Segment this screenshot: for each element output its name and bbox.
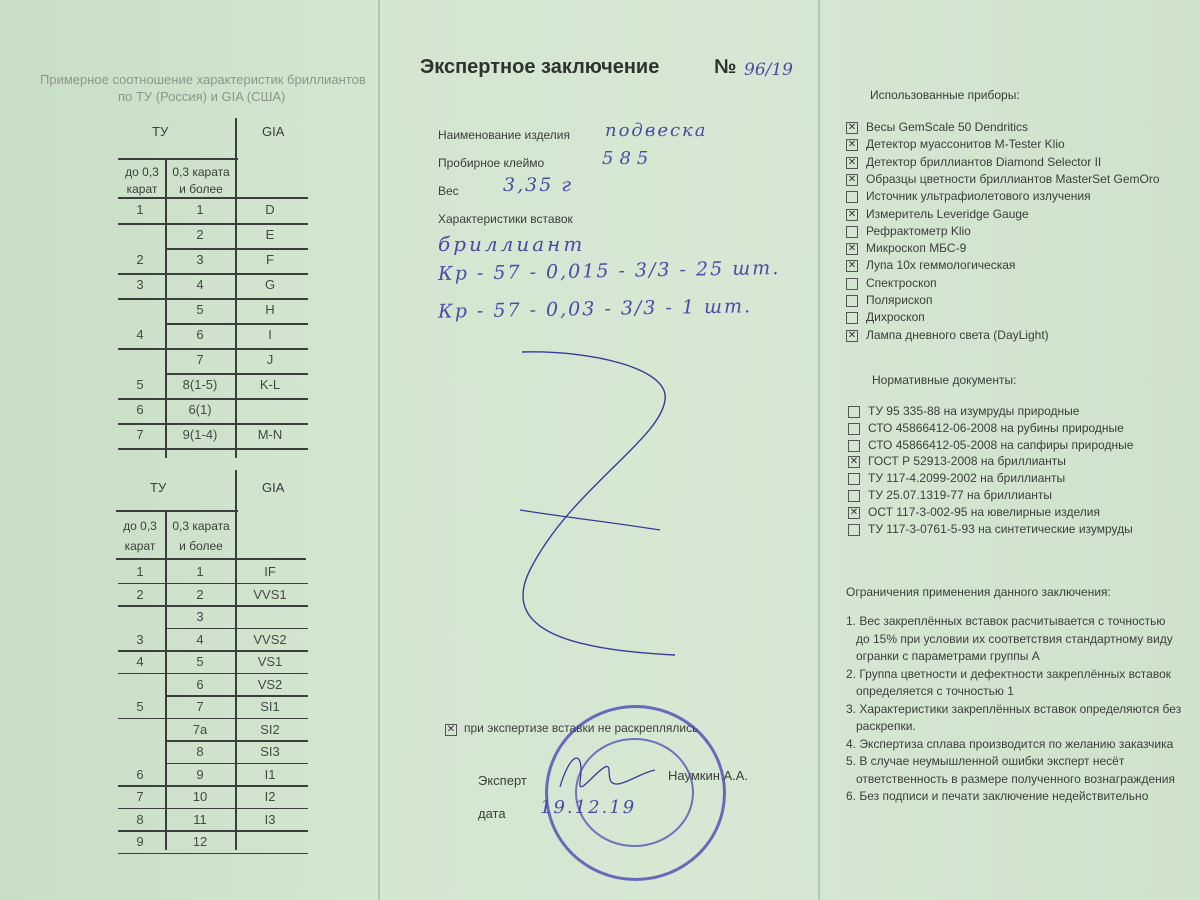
table1-row-9-tu-large: 9(1-4) (182, 427, 218, 442)
inserts-line-3: Кр - 57 - 0,03 - 3/3 - 1 шт. (437, 295, 753, 323)
table1-row-9-rule (118, 448, 308, 450)
rule (118, 197, 308, 199)
weight-value: 3,35 г (503, 174, 573, 196)
rule (116, 558, 306, 560)
table2-row-1-rule (118, 605, 308, 607)
table2-head-tu: ТУ (150, 480, 167, 495)
rule (118, 158, 238, 160)
table2-row-12-rule (118, 853, 308, 855)
norm-label-0: ТУ 95 335-88 на изумруды природные (868, 404, 1080, 418)
table1-divider (235, 118, 237, 458)
table1-row-0-rule (118, 223, 308, 225)
table1-row-2-gia: F (266, 252, 274, 267)
inserts-line-2: Кр - 57 - 0,015 - 3/3 - 25 шт. (437, 257, 781, 285)
date-value: 19.12.19 (540, 797, 637, 818)
table2-row-6-rule (118, 718, 308, 720)
table1-row-2-rule (118, 273, 308, 275)
table1-row-0-tu-large: 1 (196, 202, 204, 217)
hallmark-label: Пробирное клеймо (438, 156, 545, 170)
instrument-checkbox-9[interactable] (846, 278, 858, 290)
instrument-label-7: Микроскоп МБС-9 (866, 241, 967, 256)
instrument-label-8: Лупа 10х геммологическая (866, 258, 1016, 273)
table1-row-6-rule (165, 373, 308, 375)
table2-row-11-gia: I3 (264, 811, 276, 827)
norm-label-6: ОСТ 117-3-002-95 на ювелирные изделия (868, 504, 1100, 519)
norm-checkbox-1[interactable] (848, 423, 860, 435)
inserts-line-1: бриллиант (438, 232, 586, 256)
table1-row-9-gia: M-N (257, 427, 283, 442)
item-label: Наименование изделия (438, 128, 570, 142)
table2-row-7-gia: SI2 (260, 721, 280, 737)
norm-label-1: СТО 45866412-06-2008 на рубины природные (868, 420, 1124, 435)
norm-checkbox-3[interactable]: ✕ (849, 456, 859, 468)
table1-row-1-tu-large: 2 (196, 227, 204, 242)
not-removed-checkbox[interactable]: ✕ (446, 724, 456, 735)
limit-line-7: 4. Экспертиза сплава производится по желанию заказчика (846, 736, 1174, 751)
limit-line-8: 5. В случае неумышленной ошибки эксперт несёт (846, 754, 1125, 768)
table1-row-2-tu-small: 2 (136, 252, 144, 267)
limit-line-6: раскрепки. (856, 719, 916, 733)
table1-row-2-tu-large: 3 (196, 252, 204, 267)
instrument-checkbox-12[interactable]: ✕ (847, 329, 857, 341)
table2-row-8-rule (165, 763, 308, 765)
table1-row-8-tu-small: 6 (136, 402, 144, 417)
rule (116, 510, 238, 512)
table2-row-11-tu-large: 11 (193, 811, 207, 827)
item-value: подвеска (605, 120, 708, 141)
expert-name: Наумкин А.А. (668, 768, 749, 783)
table1-divider-inner (165, 158, 167, 458)
table2-head-gia: GIA (262, 480, 285, 495)
expert-label: Эксперт (478, 773, 527, 788)
table2-row-10-tu-small: 7 (136, 789, 144, 804)
instrument-label-6: Рефрактометр Klio (866, 223, 971, 238)
right-panel (820, 0, 1200, 900)
table2-row-1-gia: VVS1 (253, 586, 287, 602)
table2-row-4-gia: VS1 (257, 654, 283, 669)
table2-row-10-rule (118, 808, 308, 810)
norm-label-2: СТО 45866412-05-2008 на сапфиры природные (868, 437, 1134, 452)
instruments-title: Использованные приборы: (870, 88, 1020, 102)
table2-row-9-tu-large: 9 (196, 766, 204, 782)
table1-row-8-rule (118, 423, 308, 425)
table2-row-1-tu-large: 2 (196, 586, 204, 602)
table2-row-5-tu-large: 6 (196, 676, 204, 692)
norm-checkbox-4[interactable] (848, 473, 860, 485)
seal-stamp-inner (575, 738, 694, 847)
table1-row-0-tu-small: 1 (136, 202, 144, 217)
table1-row-6-gia: J (266, 352, 274, 367)
table1-row-5-rule (118, 348, 308, 350)
instrument-label-5: Измеритель Leveridge Gauge (866, 206, 1029, 221)
not-removed-label: при экспертизе вставки не раскреплялись (464, 721, 699, 735)
instrument-checkbox-5[interactable]: ✕ (847, 208, 857, 220)
left-title-line1: Примерное соотношение характеристик бриллиантов (40, 72, 366, 87)
table2-row-4-tu-small: 4 (136, 654, 144, 669)
instrument-checkbox-6[interactable] (846, 226, 858, 238)
limit-line-9: ответственность в размере полученного вознаграждения (856, 771, 1175, 786)
table2-row-5-gia: VS2 (257, 676, 283, 692)
instrument-label-4: Источник ультрафиолетового излучения (866, 189, 1091, 204)
table2-row-0-gia: IF (264, 564, 276, 579)
instrument-label-10: Полярископ (866, 293, 933, 307)
z-strike-mark (510, 340, 690, 670)
table2-row-10-tu-large: 10 (192, 789, 208, 804)
limit-line-5: 3. Характеристики закреплённых вставок определяются без (846, 701, 1182, 716)
table1-sub1: до 0,3 карат (125, 165, 159, 196)
hallmark-value: 585 (602, 148, 655, 169)
table2-row-2-tu-large: 3 (196, 609, 204, 624)
table1-row-7-rule (118, 398, 308, 400)
table1-head-tu: ТУ (152, 124, 169, 139)
table2-row-5-rule (165, 695, 308, 697)
certificate-title: Экспертное заключение (420, 56, 660, 78)
table2-row-9-tu-small: 6 (136, 766, 144, 782)
table1-row-3-tu-small: 3 (136, 277, 144, 292)
table2-row-6-tu-small: 5 (136, 699, 144, 714)
table1-row-3-tu-large: 4 (196, 277, 204, 292)
table1-row-0-gia: D (265, 202, 275, 217)
norm-checkbox-6[interactable]: ✕ (849, 506, 859, 518)
table1-row-5-tu-small: 4 (136, 327, 144, 342)
instrument-checkbox-0[interactable]: ✕ (847, 122, 857, 133)
table1-sub2: 0,3 карата и более (172, 165, 230, 196)
table1-row-1-gia: E (265, 227, 275, 242)
certificate-number: 96/19 (744, 60, 793, 80)
table2-row-2-rule (165, 628, 308, 630)
norm-label-3: ГОСТ Р 52913-2008 на бриллианты (868, 454, 1066, 469)
table1-row-1-rule (165, 248, 308, 250)
limit-line-10: 6. Без подписи и печати заключение недействительно (846, 789, 1149, 803)
table2-row-11-tu-small: 8 (136, 811, 144, 827)
norm-checkbox-5[interactable] (848, 490, 860, 502)
date-label: дата (478, 806, 506, 821)
instrument-label-12: Лампа дневного света (DayLight) (866, 327, 1049, 342)
table2-row-3-tu-large: 4 (196, 631, 204, 647)
instrument-label-2: Детектор бриллиантов Diamond Selector II (866, 154, 1102, 169)
limit-line-2: огранки с параметрами группы А (856, 649, 1040, 663)
table2-sub1: до 0,3 карат (123, 519, 157, 553)
instrument-checkbox-11[interactable] (846, 312, 858, 324)
left-title-line2: по ТУ (Россия) и GIA (США) (118, 89, 286, 104)
instrument-checkbox-7[interactable]: ✕ (847, 243, 857, 255)
limit-line-4: определяется с точностью 1 (856, 684, 1014, 698)
table2-row-7-rule (165, 740, 308, 742)
table2-row-4-rule (118, 673, 308, 675)
table1-row-5-tu-large: 6 (196, 327, 204, 342)
norm-checkbox-0[interactable] (848, 406, 860, 418)
instrument-label-0: Весы GemScale 50 Dendritics (866, 120, 1029, 134)
table2-row-7-tu-large: 7a (192, 721, 208, 737)
limit-line-1: до 15% при условии их соответствия стандартному виду (856, 631, 1173, 646)
table2-row-8-tu-large: 8 (196, 744, 204, 759)
instrument-checkbox-3[interactable]: ✕ (847, 173, 857, 185)
table1-row-3-rule (118, 298, 308, 300)
table2-divider (235, 470, 237, 850)
table2-row-3-gia: VVS2 (253, 631, 287, 647)
norm-label-5: ТУ 25.07.1319-77 на бриллианты (868, 488, 1053, 502)
instrument-label-9: Спектроскоп (866, 275, 937, 290)
table2-row-1-tu-small: 2 (136, 586, 144, 602)
table2-row-0-rule (118, 583, 308, 585)
table2-row-0-tu-small: 1 (136, 564, 144, 579)
instrument-checkbox-4[interactable] (846, 191, 858, 203)
table1-row-7-gia: K-L (259, 377, 281, 392)
table1-row-4-tu-large: 5 (196, 302, 204, 317)
norm-checkbox-7[interactable] (848, 524, 860, 536)
table1-row-7-tu-small: 5 (136, 377, 144, 392)
table1-row-8-tu-large: 6(1) (188, 402, 212, 417)
table1-row-5-gia: I (268, 327, 272, 342)
table1-row-3-gia: G (264, 277, 276, 292)
table2-row-9-gia: I1 (264, 766, 276, 782)
table2-row-4-tu-large: 5 (196, 654, 204, 669)
table2-row-10-gia: I2 (264, 789, 276, 804)
limit-line-3: 2. Группа цветности и дефектности закреплённых вставок (846, 666, 1172, 681)
table2-row-12-tu-large: 12 (192, 834, 208, 849)
norms-title: Нормативные документы: (872, 373, 1017, 387)
table2-sub2: 0,3 карата и более (172, 519, 230, 553)
table1-row-7-tu-large: 8(1-5) (182, 377, 218, 392)
limits-title: Ограничения применения данного заключения: (846, 585, 1111, 599)
left-panel (0, 0, 378, 900)
table2-divider-inner (165, 510, 167, 850)
table1-row-9-tu-small: 7 (136, 427, 144, 442)
norm-label-4: ТУ 117-4.2099-2002 на бриллианты (868, 471, 1066, 486)
table2-row-6-gia: SI1 (260, 699, 280, 714)
number-prefix: № (714, 56, 737, 78)
instrument-checkbox-2[interactable]: ✕ (847, 156, 857, 168)
table2-row-9-rule (118, 785, 308, 787)
table1-row-4-rule (165, 323, 308, 325)
table1-row-6-tu-large: 7 (196, 352, 204, 367)
table2-row-6-tu-large: 7 (196, 699, 204, 714)
instrument-checkbox-8[interactable]: ✕ (847, 260, 857, 272)
table2-row-3-tu-small: 3 (136, 631, 144, 647)
table2-row-12-tu-small: 9 (136, 834, 144, 849)
table1-head-gia: GIA (262, 124, 285, 139)
weight-label: Вес (438, 184, 459, 198)
limit-line-0: 1. Вес закреплённых вставок расчитывается с точностью (846, 614, 1166, 628)
table1-row-4-gia: H (265, 302, 275, 317)
norm-label-7: ТУ 117-3-0761-5-93 на синтетические изумруды (868, 521, 1133, 536)
instrument-label-3: Образцы цветности бриллиантов MasterSet GemOro (866, 171, 1160, 186)
table2-row-0-tu-large: 1 (196, 564, 204, 579)
table2-row-3-rule (118, 650, 308, 652)
inserts-label: Характеристики вставок (438, 212, 573, 226)
instrument-checkbox-1[interactable]: ✕ (847, 139, 857, 151)
norm-checkbox-2[interactable] (848, 440, 860, 452)
table2-row-11-rule (118, 830, 308, 832)
table2-row-8-gia: SI3 (260, 744, 280, 759)
instrument-label-1: Детектор муассонитов M-Tester Klio (866, 137, 1065, 152)
instrument-label-11: Дихроскоп (866, 310, 925, 325)
instrument-checkbox-10[interactable] (846, 295, 858, 307)
